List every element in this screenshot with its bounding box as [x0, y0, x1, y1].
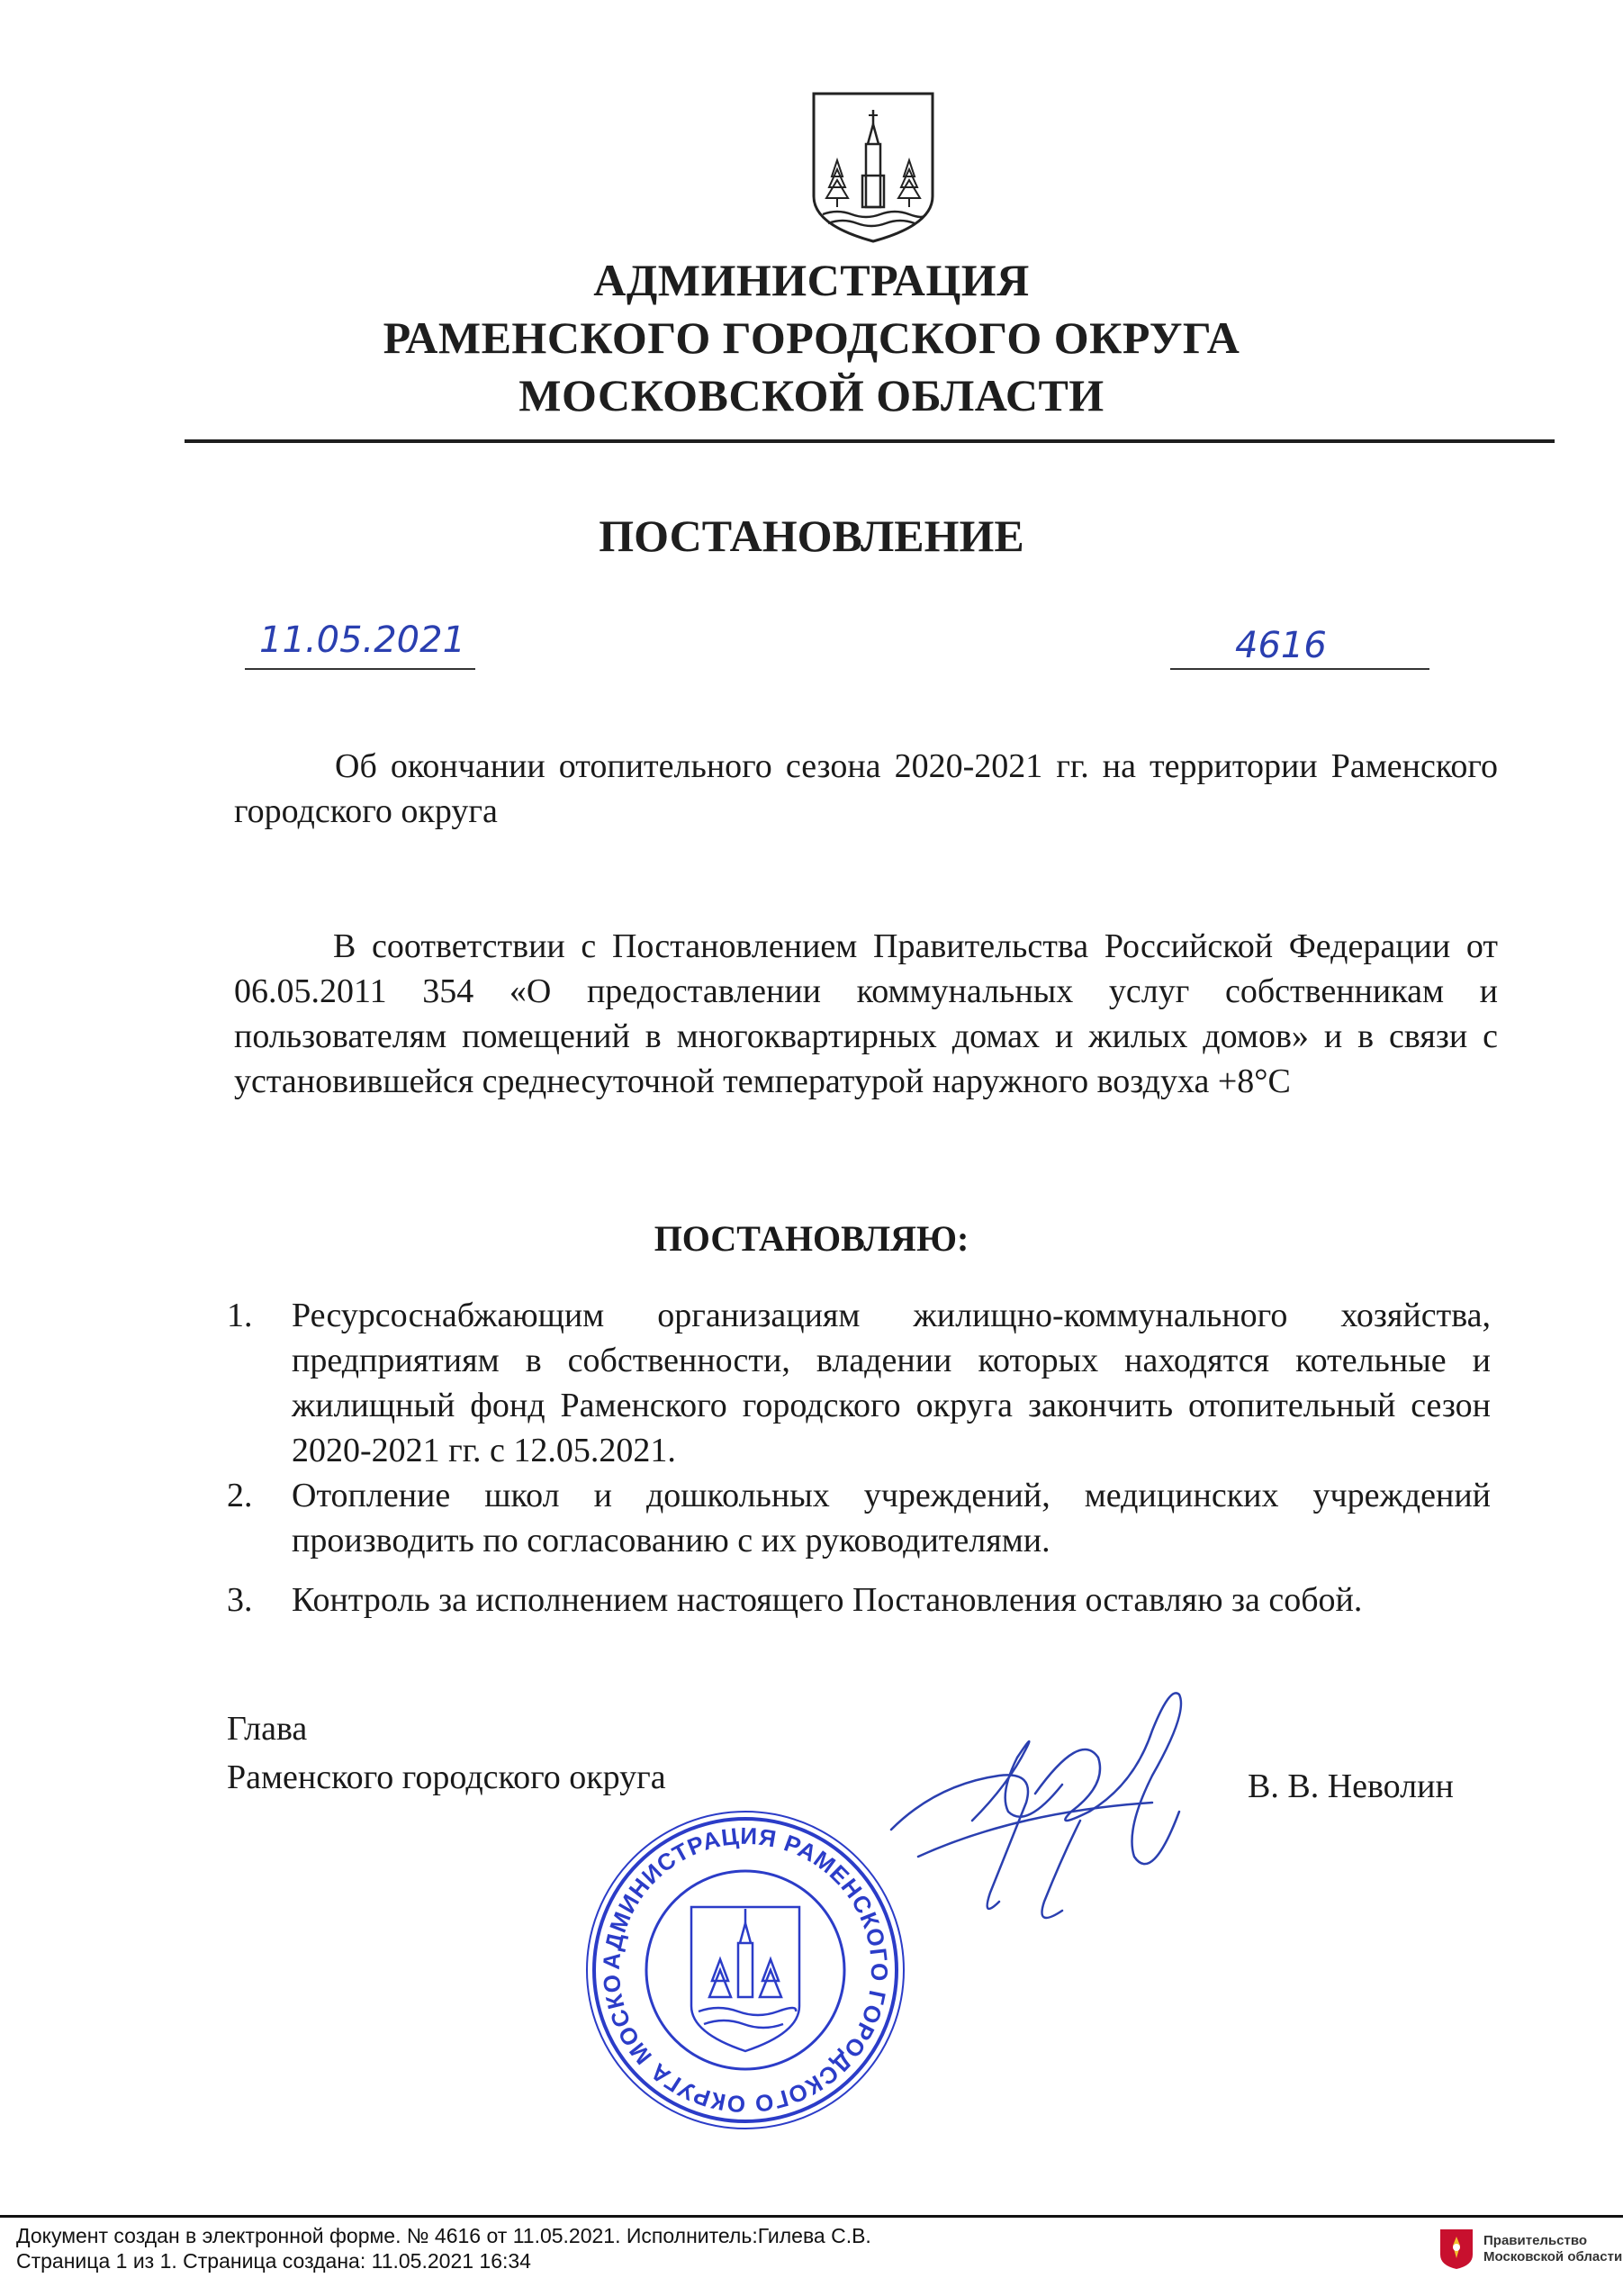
list-item-text: Отопление школ и дошкольных учреждений, медицинских учреждений производить по согласованию с их руководителями. [292, 1477, 1491, 1559]
stamp-ring-text: АДМИНИСТРАЦИЯ РАМЕНСКОГО ГОРОДСКОГО ОКРУГА МОСКО [597, 1821, 894, 2119]
preamble-paragraph: В соответствии с Постановлением Правительства Российской Федерации от 06.05.2011 354 «О предоставлении коммунальных услуг собственникам и пользователям помещений в многоквартирных домах и жилых домов» и в связи с установившейся среднесуточной температурой наружного воздуха +8°C [234, 927, 1498, 1100]
signatory-title-line-2: Раменского городского округа [227, 1758, 666, 1796]
document-type-title: ПОСТАНОВЛЕНИЕ [599, 511, 1024, 561]
list-item-number: 2. [227, 1477, 253, 1514]
document-subject: Об окончании отопительного сезона 2020-2021 гг. на территории Раменского городского округа [234, 747, 1498, 830]
date-underline [245, 668, 475, 670]
document-date: 11.05.2021 [259, 619, 466, 661]
document-number: 4616 [1235, 625, 1327, 666]
signatory-title-line-1: Глава [227, 1710, 308, 1748]
official-stamp [583, 1808, 907, 2132]
footer-logo-line-2: Московской области [1483, 2249, 1623, 2264]
list-item [227, 1473, 1491, 1563]
list-item-number: 1. [227, 1297, 253, 1334]
list-item [227, 1293, 1491, 1473]
coat-of-arms-icon [810, 90, 936, 245]
list-item [227, 1577, 1491, 1623]
footer-logo-line-1: Правительство [1483, 2233, 1588, 2248]
list-item-number: 3. [227, 1581, 253, 1619]
handwritten-signature [882, 1677, 1224, 1947]
org-name-line-2: РАМЕНСКОГО ГОРОДСКОГО ОКРУГА [383, 312, 1240, 363]
list-item-text: Контроль за исполнением настоящего Постановления оставляю за собой. [292, 1581, 1363, 1619]
list-item-text: Ресурсоснабжающим организациям жилищно-коммунального хозяйства, предприятиям в собственности, владении которых находятся котельные и жилищный фонд Раменского городского округа закончить отопительный сезон 2020-2021 гг. с 12.05.2021. [292, 1297, 1491, 1469]
org-name-line-3: МОСКОВСКОЙ ОБЛАСТИ [518, 370, 1105, 420]
footer-line-2: Страница 1 из 1. Страница создана: 11.05.2021 16:34 [16, 2249, 531, 2273]
moscow-region-logo-icon [1438, 2228, 1474, 2271]
org-name-line-1: АДМИНИСТРАЦИЯ [593, 255, 1030, 305]
signatory-name: В. В. Неволин [1248, 1767, 1454, 1805]
resolve-heading: ПОСТАНОВЛЯЮ: [654, 1218, 969, 1259]
header-divider [185, 439, 1555, 443]
footer-line-1: Документ создан в электронной форме. № 4616 от 11.05.2021. Исполнитель:Гилева С.В. [16, 2224, 871, 2247]
number-underline [1170, 668, 1429, 670]
footer-divider [0, 2215, 1623, 2218]
